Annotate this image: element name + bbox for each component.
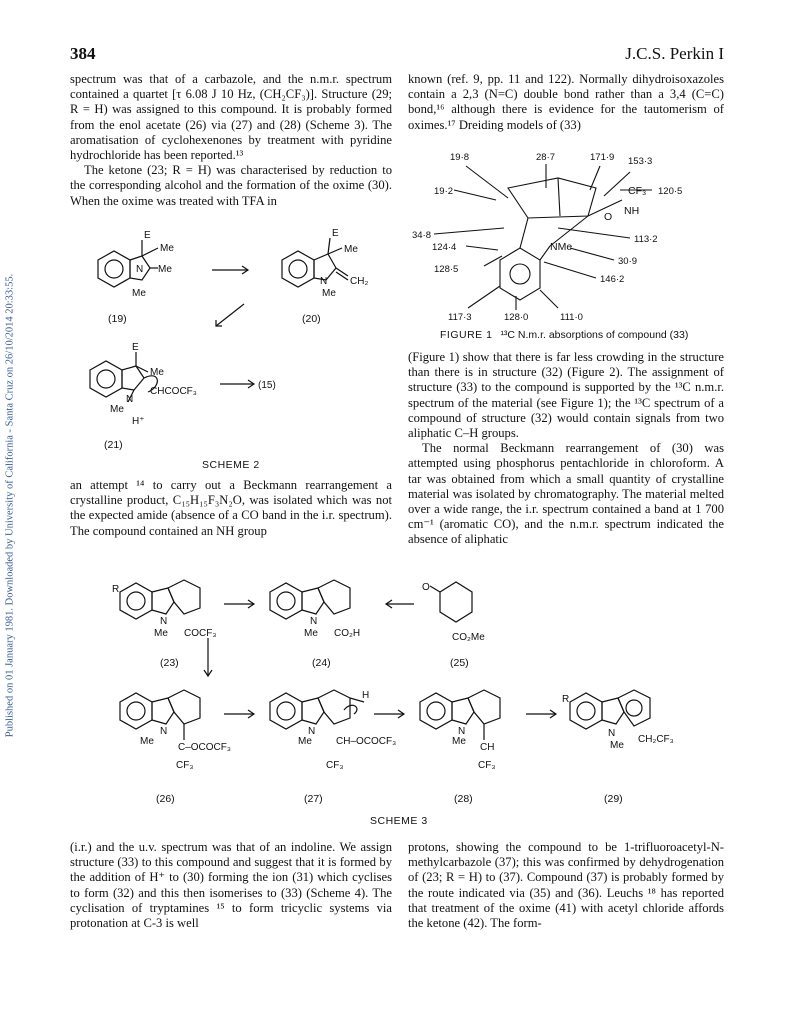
atom-label: CO₂H bbox=[334, 628, 361, 639]
atom-label: N bbox=[458, 726, 466, 737]
atom-label: H bbox=[362, 690, 370, 701]
atom-label: Me bbox=[140, 736, 154, 747]
atom-label: N bbox=[310, 616, 318, 627]
atom-label: CF₃ bbox=[326, 760, 344, 771]
caption-text: ¹³C N.m.r. absorptions of compound (33) bbox=[500, 329, 689, 341]
group-label: NMe bbox=[550, 241, 573, 253]
atom-label: N bbox=[126, 394, 134, 405]
compound-label-23: (23) bbox=[160, 657, 179, 669]
column2-top-text bbox=[408, 72, 724, 133]
atom-label: Me bbox=[110, 404, 124, 415]
atom-label: N bbox=[160, 616, 168, 627]
ring-outline bbox=[508, 178, 596, 218]
atom-label: N bbox=[136, 264, 144, 275]
atom-label: Me bbox=[158, 264, 172, 275]
scheme-3-caption: SCHEME 3 bbox=[370, 815, 428, 827]
bottom-left-text bbox=[70, 840, 392, 931]
atom-label: (15) bbox=[258, 380, 276, 391]
atom-label: H⁺ bbox=[132, 416, 145, 427]
compound-label-25: (25) bbox=[450, 657, 469, 669]
compound-label-29: (29) bbox=[604, 793, 623, 805]
atom-label: E bbox=[132, 342, 139, 353]
shift-label: 30·9 bbox=[618, 256, 638, 267]
atom-label: CH–OCOCF₃ bbox=[336, 736, 397, 747]
scheme-3-diagram bbox=[100, 562, 740, 832]
atom-label: N bbox=[308, 726, 316, 737]
journal-title: J.C.S. Perkin I bbox=[625, 44, 724, 63]
atom-label: N bbox=[608, 728, 616, 739]
shift-label: 153·3 bbox=[628, 156, 653, 167]
download-watermark bbox=[0, 0, 20, 1032]
atom-label: E bbox=[332, 228, 339, 239]
atom-label: Me bbox=[344, 244, 358, 255]
atom-label: Me bbox=[132, 288, 146, 299]
atom-label: Me bbox=[322, 288, 336, 299]
column2-body-text bbox=[408, 350, 724, 548]
shift-label: 128·5 bbox=[434, 264, 459, 275]
atom-label: COCF₃ bbox=[184, 628, 217, 639]
atom-label: CF₃ bbox=[176, 760, 194, 771]
paragraph: The ketone (23; R = H) was characterised by reduction to the corresponding alcohol and the formation of the oxime (30). When the oxime was treated with TFA in bbox=[70, 163, 392, 208]
atom-label: R bbox=[562, 694, 570, 705]
compound-label-26: (26) bbox=[156, 793, 175, 805]
watermark-text: Published on 01 January 1981. Downloaded by University of California - Santa Cruz on 26/10/2014 20:33:55. bbox=[4, 273, 16, 738]
paragraph: (i.r.) and the u.v. spectrum was that of an indoline. We assign structure (33) to this compound and suggest that it is formed by the addition of H⁺ to (30) forming the ion (31) which cyclises to form (32) and this then isomerises to (33) (Scheme 4). The cyclisation of tryptamines ¹⁵ to form tricyclic systems via protonation at C-3 is well bbox=[70, 840, 392, 931]
group-label: NH bbox=[624, 205, 640, 217]
column1-bottom-text bbox=[70, 478, 392, 539]
compound-label-24: (24) bbox=[312, 657, 331, 669]
scheme-2-caption: SCHEME 2 bbox=[202, 459, 260, 471]
caption-label: FIGURE 1 bbox=[440, 329, 493, 341]
atom-label: Me bbox=[304, 628, 318, 639]
column1-top-text bbox=[70, 72, 392, 209]
atom-label: R bbox=[112, 584, 120, 595]
bottom-right-text bbox=[408, 840, 724, 931]
shift-label: 113·2 bbox=[634, 234, 658, 245]
atom-label: Me bbox=[452, 736, 466, 747]
compound-label-19: (19) bbox=[108, 313, 127, 325]
compound-label-20: (20) bbox=[302, 313, 321, 325]
shift-label: 171·9 bbox=[590, 152, 615, 163]
atom-label: N bbox=[160, 726, 168, 737]
page-number: 384 bbox=[70, 44, 96, 63]
atom-label: Me bbox=[150, 367, 164, 378]
compound-label-27: (27) bbox=[304, 793, 323, 805]
atom-label: Me bbox=[298, 736, 312, 747]
shift-label: 117·3 bbox=[448, 312, 472, 323]
paragraph: The normal Beckmann rearrangement of (30) was attempted using phosphorus pentachloride in chloroform. A tar was obtained from which a small quantity of crystalline material was isolated by chromatography. The material melted over a wide range, the i.r. spectrum contained a band at 1 700 cm⁻¹ (aromatic CO), and the n.m.r. spectrum indicated the absence of aliphatic bbox=[408, 441, 724, 547]
shift-label: 111·0 bbox=[560, 312, 583, 323]
atom-label: CHCOCF₃ bbox=[150, 386, 197, 397]
atom-label: CH bbox=[480, 742, 495, 753]
group-label: CF₃ bbox=[628, 185, 647, 197]
shift-label: 19·2 bbox=[434, 186, 454, 197]
paragraph: an attempt ¹⁴ to carry out a Beckmann rearrangement a crystalline product, C₁₅H₁₅F₃N₂O, was isolated which was not the expected amide (absence of a CO band in the i.r. spectrum). The compound contained an NH group bbox=[70, 478, 392, 538]
paragraph: known (ref. 9, pp. 11 and 122). Normally dihydroisoxazoles contain a 2,3 (N=C) double bond rather than a 3,4 (C=C) bond,¹⁶ although there is evidence for the tautomerism of oximes.¹⁷ Dreiding models of (33) bbox=[408, 72, 724, 132]
atom-label: N bbox=[320, 276, 328, 287]
paragraph: protons, showing the compound to be 1-trifluoroacetyl-N-methylcarbazole (37); this was confirmed by dehydrogenation of (23; R = H) to (37). Compound (37) is probably formed by the route indicated via (35) and (36). Leuchs ¹⁸ has reported that treatment of the oxime (41) with acetyl chloride affords the ketone (42). The form- bbox=[408, 840, 724, 931]
atom-label: CH₂CF₃ bbox=[638, 734, 674, 745]
shift-label: 28·7 bbox=[536, 152, 556, 163]
shift-label: 128·0 bbox=[504, 312, 529, 323]
group-label: O bbox=[604, 211, 613, 223]
scheme-2-diagram bbox=[70, 222, 400, 474]
atom-label: CF₃ bbox=[478, 760, 496, 771]
atom-label: Me bbox=[610, 740, 624, 751]
shift-label: 19·8 bbox=[450, 152, 470, 163]
atom-label: C–OCOCF₃ bbox=[178, 742, 231, 753]
shift-label: 146·2 bbox=[600, 274, 625, 285]
shift-label: 120·5 bbox=[658, 186, 683, 197]
figure-1-diagram bbox=[408, 138, 724, 348]
atom-label: CO₂Me bbox=[452, 632, 485, 643]
compound-label-28: (28) bbox=[454, 793, 473, 805]
atom-label: Me bbox=[154, 628, 168, 639]
compound-label-21: (21) bbox=[104, 439, 123, 451]
paragraph: (Figure 1) show that there is far less crowding in the structure than there is in structure (32) (Figure 2). The assignment of structure (33) to the compound is supported by the ¹³C n.m.r. spectrum of the material (see Figure 1); the ¹³C spectrum of a compound of structure (32) would contain signals from two aliphatic C–H groups. bbox=[408, 350, 724, 441]
shift-label: 124·4 bbox=[432, 242, 457, 253]
atom-label: CH₂ bbox=[350, 276, 369, 287]
figure-1-caption bbox=[440, 329, 688, 341]
atom-label: O bbox=[422, 582, 430, 593]
atom-label: Me bbox=[160, 243, 174, 254]
shift-label: 34·8 bbox=[412, 230, 432, 241]
atom-label: E bbox=[144, 230, 151, 241]
paragraph: spectrum was that of a carbazole, and the n.m.r. spectrum contained a quartet [τ 6.08 J 10 Hz, (CH₂CF₃)]. Structure (29; R = H) was assigned to this compound. It is probably formed from the enol acetate (26) via (27) and (28) (Scheme 3). The aromatisation of cyclohexenones by treatment with pyridine hydrochloride has been reported.¹³ bbox=[70, 72, 392, 163]
benzene-ring bbox=[98, 251, 130, 287]
